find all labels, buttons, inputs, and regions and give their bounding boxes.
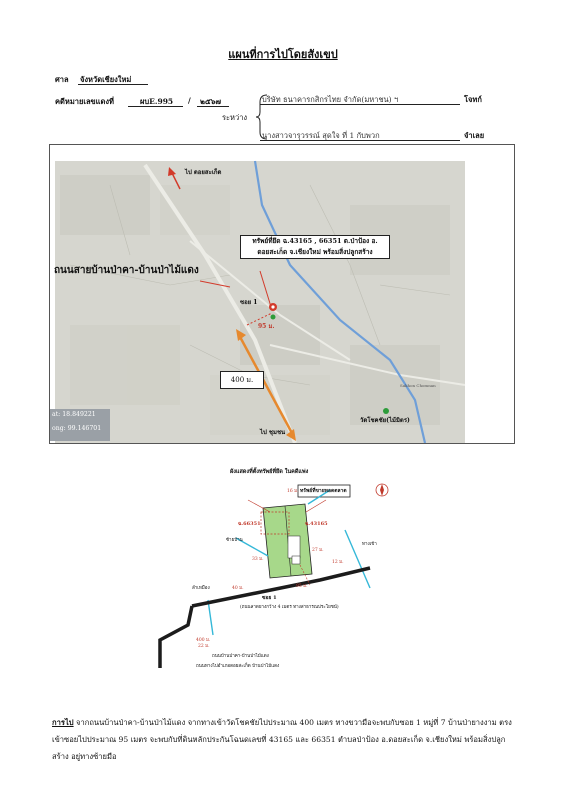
satellite-map-frame [49,144,515,444]
court-underline [78,84,148,85]
map-soi-distance: 95 ม. [258,323,275,330]
sketch-main-road [160,606,192,668]
map-soi-label: ซอย 1 [240,299,258,306]
sketch-width-d: 40 ม. [232,586,244,591]
plaintiff-underline [260,104,460,105]
court-label: ศาล [55,75,69,84]
sketch-plan [130,460,430,670]
sketch-title: ผังแสดงที่ตั้งทรัพย์ที่ยึด ในคดีแพ่ง [230,469,309,475]
sketch-road-main-2: ถนนทางไปอำเภอดอยสะเก็ด บ้านป่าไม้แดง [196,664,280,669]
case-number-label: คดีหมายเลขแดงที่ [55,97,114,106]
case-number-value: ผบE.995 [140,97,174,106]
property-label-line1: ทรัพย์ที่ยึด ฉ.43165 , 66351 ต.ป่าป้อง อ. [252,237,378,245]
property-label-box [240,235,390,259]
document-title: แผนที่การไปโดยสังเขป [228,48,338,61]
map-to-doi-saket: ไป ดอยสะเก็ด [185,169,222,176]
sketch-parcel-b: ฉ.43165 [305,521,328,527]
directions-label: การไป [52,718,74,727]
sketch-parcel-a: ฉ.66351 [238,521,261,527]
sketch-left-label: ซ้ายบ้าน [226,538,243,543]
map-temple-label: วัดโชคชัย(ไม้มิตร) [360,417,410,424]
plaintiff-name: บริษัท ธนาคารกสิกรไทย จำกัด(มหาชน) ฯ [262,95,399,104]
sketch-road-main: ถนนบ้านป่าคา-บ้านป่าไม้แดง [212,654,269,659]
sketch-dist-95: 95 ม. [296,584,308,589]
case-number-underline [128,106,183,107]
map-lat: at: 18.849221 [52,411,96,418]
court-value: จังหวัดเชียงใหม่ [80,75,132,84]
map-main-road-label: ถนนสายบ้านป่าคา-บ้านป่าไม้แดง [54,265,199,276]
sketch-soi-label: ซอย 1 [262,595,277,601]
sketch-width-f: 22 ม. [198,644,210,649]
sketch-property-box: ทรัพย์ที่ขายทอดตลาด [300,488,347,494]
map-long: ong: 99.146701 [52,425,102,432]
case-year: ๒๕๖๗ [200,97,222,106]
directions-text: จากถนนบ้านป่าคา-บ้านป่าไม้แดง จากทางเข้าวัดโชคชัยไปประมาณ 400 เมตร ทางขวามือจะพบกับซอย 1 หมู่ที่ 7 บ้านป่ายางงาม ตรงเข้าซอยไปประมาณ 95 เมตร จะพบกับที่ดินหลักประกันโฉนดเลขที่ 43165 และ 66351 ตำบลป่าป้อง อ.ดอยสะเก็ด จ.เชียงใหม่ พร้อมสิ่งปลูกสร้าง อยู่ทางซ้ายมือ [52,718,512,761]
map-distance-box: 400 ม. [220,371,264,389]
sketch-width-e: 12 ม. [332,560,344,565]
satellite-map [50,145,514,443]
sketch-right-label2: ลำเหมือง [192,586,210,591]
plaintiff-role: โจทก์ [464,95,482,104]
sketch-right-label: ทางเข้า [362,542,377,547]
defendant-name: นางสาวจารุวรรณ์ สุดใจ ที่ 1 กับพวก [262,131,380,140]
sketch-width-b: 27 ม. [312,548,324,553]
defendant-underline [260,140,460,141]
map-small-label: Sakhon Chomnan [400,383,436,388]
property-label-line2: ดอยสะเก็ด จ.เชียงใหม่ พร้อมสิ่งปลูกสร้าง [257,248,373,256]
sketch-soi-sub: (ถนนลาดยางกว้าง 4 เมตร ทางสาธารณประโยชน์) [240,605,339,610]
case-slash: / [188,96,191,105]
defendant-role: จำเลย [464,131,485,140]
map-to-community: ไป ชุมชน [260,429,286,436]
sketch-width-c: 33 ม. [252,557,264,562]
case-year-underline [197,106,229,107]
sketch-dist-400: 400 ม. [196,638,211,643]
parcel-area [263,504,312,578]
between-label: ระหว่าง [222,113,248,122]
sketch-width-a: 16 ม. [287,489,299,494]
directions-description [52,714,514,765]
